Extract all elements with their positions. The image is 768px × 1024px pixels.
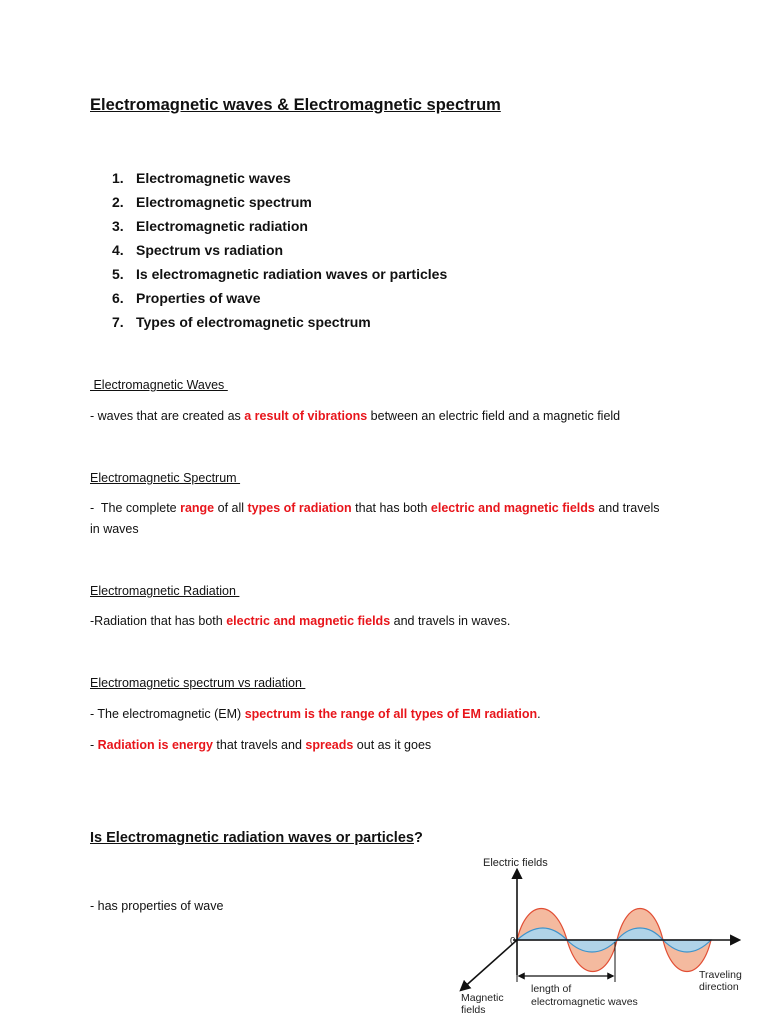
section-heading-em-spectrum: Electromagnetic Spectrum xyxy=(90,471,241,485)
table-of-contents xyxy=(112,166,447,334)
label-origin: 0 xyxy=(510,936,516,947)
paragraph-em-spectrum: - The complete range of all types of radiation that has both electric and magnetic fields and travels in waves xyxy=(90,501,663,536)
label-electric-fields: Electric fields xyxy=(483,857,548,869)
magnetic-axis xyxy=(461,940,517,990)
paragraph-em-waves: - waves that are created as a result of vibrations between an electric field and a magnetic field xyxy=(90,409,621,423)
svg-text:electromagnetic waves: electromagnetic waves xyxy=(531,996,638,1008)
label-traveling-direction: Traveling xyxy=(699,969,742,981)
svg-text:direction: direction xyxy=(699,981,739,993)
paragraph-spectrum-vs-radiation-1: - The electromagnetic (EM) spectrum is the range of all types of EM radiation. xyxy=(90,707,541,721)
toc-item: 5. Is electromagnetic radiation waves or particles xyxy=(112,266,448,282)
section-heading-spectrum-vs-radiation: Electromagnetic spectrum vs radiation xyxy=(90,676,306,690)
section-heading-waves-or-particles: Is Electromagnetic radiation waves or particles? xyxy=(90,830,423,846)
section-heading-em-waves: Electromagnetic Waves xyxy=(90,378,228,392)
toc-item: 6. Properties of wave xyxy=(112,290,261,306)
em-wave-svg xyxy=(455,850,755,1020)
toc-item: 4. Spectrum vs radiation xyxy=(112,242,284,258)
label-magnetic-fields: Magnetic xyxy=(461,992,504,1004)
document-title: Electromagnetic waves & Electromagnetic spectrum xyxy=(90,96,501,114)
toc-item: 7. Types of electromagnetic spectrum xyxy=(112,314,371,330)
em-wave-diagram xyxy=(455,850,755,1020)
toc-item: 2. Electromagnetic spectrum xyxy=(112,194,312,210)
label-wavelength: length of xyxy=(531,983,572,995)
paragraph-has-wave-properties: - has properties of wave xyxy=(90,899,224,913)
toc-item: 1. Electromagnetic waves xyxy=(112,170,291,186)
paragraph-em-radiation: -Radiation that has both electric and magnetic fields and travels in waves. xyxy=(90,614,511,628)
section-heading-em-radiation: Electromagnetic Radiation xyxy=(90,584,240,598)
paragraph-spectrum-vs-radiation-2: - Radiation is energy that travels and spreads out as it goes xyxy=(90,738,432,752)
toc-item: 3. Electromagnetic radiation xyxy=(112,218,308,234)
svg-text:fields: fields xyxy=(461,1004,486,1016)
